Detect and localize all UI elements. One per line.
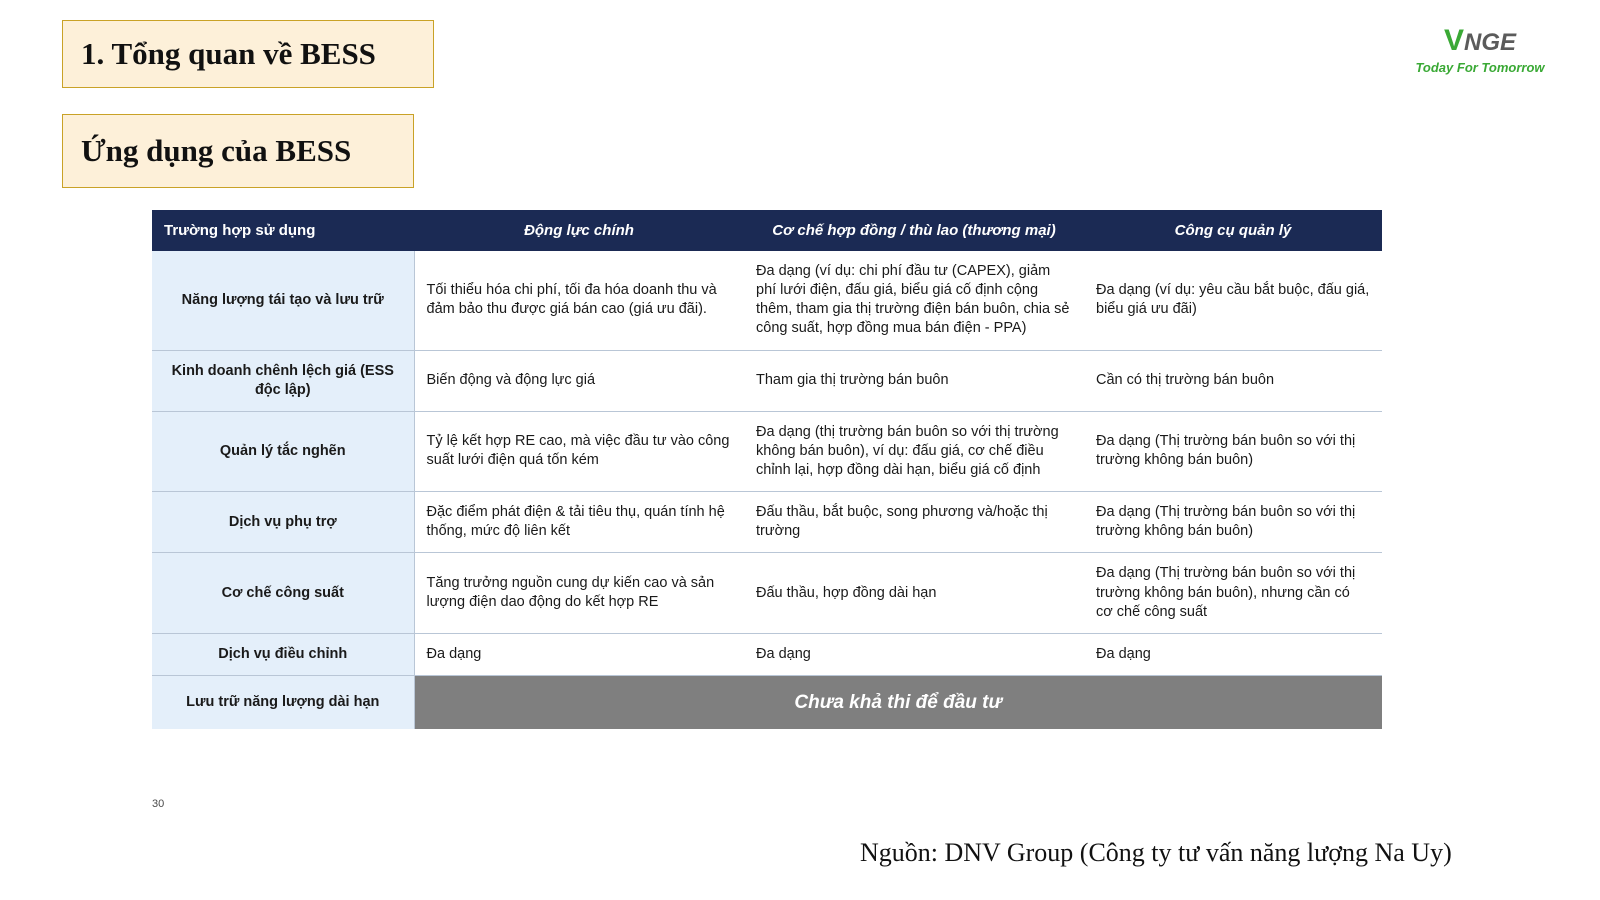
cell-tool: Đa dạng (Thị trường bán buôn so với thị trường không bán buôn) bbox=[1084, 411, 1382, 491]
cell-contract: Tham gia thị trường bán buôn bbox=[744, 350, 1084, 411]
cell-contract: Đấu thầu, hợp đồng dài hạn bbox=[744, 553, 1084, 633]
cell-not-feasible-banner: Chưa khả thi để đầu tư bbox=[414, 675, 1382, 729]
cell-driver: Tối thiểu hóa chi phí, tối đa hóa doanh thu và đảm bảo thu được giá bán cao (giá ưu đãi). bbox=[414, 251, 744, 350]
section-title: 1. Tổng quan về BESS bbox=[62, 20, 434, 88]
table-header-row bbox=[152, 210, 1382, 251]
bess-use-case-table bbox=[152, 210, 1382, 729]
cell-contract: Đấu thầu, bắt buộc, song phương và/hoặc thị trường bbox=[744, 492, 1084, 553]
logo-tagline: Today For Tomorrow bbox=[1415, 60, 1545, 75]
cell-use-case: Năng lượng tái tạo và lưu trữ bbox=[152, 251, 414, 350]
column-header-driver: Động lực chính bbox=[414, 210, 744, 251]
cell-contract: Đa dạng (thị trường bán buôn so với thị trường không bán buôn), ví dụ: đấu giá, cơ chế điều chỉnh lại, hợp đồng dài hạn, biểu giá cố định bbox=[744, 411, 1084, 491]
cell-tool: Đa dạng (ví dụ: yêu cầu bắt buộc, đấu giá, biểu giá ưu đãi) bbox=[1084, 251, 1382, 350]
cell-use-case: Dịch vụ điều chỉnh bbox=[152, 633, 414, 675]
table-row bbox=[152, 633, 1382, 675]
cell-driver: Biến động và động lực giá bbox=[414, 350, 744, 411]
company-logo bbox=[1400, 26, 1560, 75]
table-row bbox=[152, 411, 1382, 491]
table-row bbox=[152, 350, 1382, 411]
cell-tool: Đa dạng bbox=[1084, 633, 1382, 675]
cell-driver: Đa dạng bbox=[414, 633, 744, 675]
cell-contract: Đa dạng (ví dụ: chi phí đầu tư (CAPEX), giảm phí lưới điện, đấu giá, biểu giá cố định cộng thêm, tham gia thị trường điện bán buôn, chia sẻ công suất, hợp đồng mua bán điện - PPA) bbox=[744, 251, 1084, 350]
cell-driver: Tăng trưởng nguồn cung dự kiến cao và sản lượng điện dao động do kết hợp RE bbox=[414, 553, 744, 633]
logo-mark-v: V bbox=[1443, 24, 1464, 57]
table-row bbox=[152, 492, 1382, 553]
column-header-tool: Công cụ quản lý bbox=[1084, 210, 1382, 251]
cell-use-case: Dịch vụ phụ trợ bbox=[152, 492, 414, 553]
column-header-contract: Cơ chế hợp đồng / thù lao (thương mại) bbox=[744, 210, 1084, 251]
page-number: 30 bbox=[152, 798, 165, 810]
slide-subtitle: Ứng dụng của BESS bbox=[62, 114, 414, 188]
table-row bbox=[152, 553, 1382, 633]
cell-contract: Đa dạng bbox=[744, 633, 1084, 675]
source-note: Nguồn: DNV Group (Công ty tư vấn năng lượng Na Uy) bbox=[860, 838, 1452, 867]
cell-driver: Đặc điểm phát điện & tải tiêu thụ, quán tính hệ thống, mức độ liên kết bbox=[414, 492, 744, 553]
cell-use-case: Quản lý tắc nghẽn bbox=[152, 411, 414, 491]
table-row bbox=[152, 251, 1382, 350]
cell-use-case: Cơ chế công suất bbox=[152, 553, 414, 633]
cell-tool: Đa dạng (Thị trường bán buôn so với thị trường không bán buôn) bbox=[1084, 492, 1382, 553]
table-row-long-duration bbox=[152, 675, 1382, 729]
cell-use-case: Lưu trữ năng lượng dài hạn bbox=[152, 675, 414, 729]
logo-mark-nge: NGE bbox=[1464, 29, 1517, 56]
cell-use-case: Kinh doanh chênh lệch giá (ESS độc lập) bbox=[152, 350, 414, 411]
cell-tool: Cần có thị trường bán buôn bbox=[1084, 350, 1382, 411]
cell-driver: Tỷ lệ kết hợp RE cao, mà việc đầu tư vào công suất lưới điện quá tốn kém bbox=[414, 411, 744, 491]
cell-tool: Đa dạng (Thị trường bán buôn so với thị trường không bán buôn), nhưng cần có cơ chế công suất bbox=[1084, 553, 1382, 633]
column-header-use-case: Trường hợp sử dụng bbox=[152, 210, 414, 251]
logo-mark bbox=[1400, 26, 1560, 56]
